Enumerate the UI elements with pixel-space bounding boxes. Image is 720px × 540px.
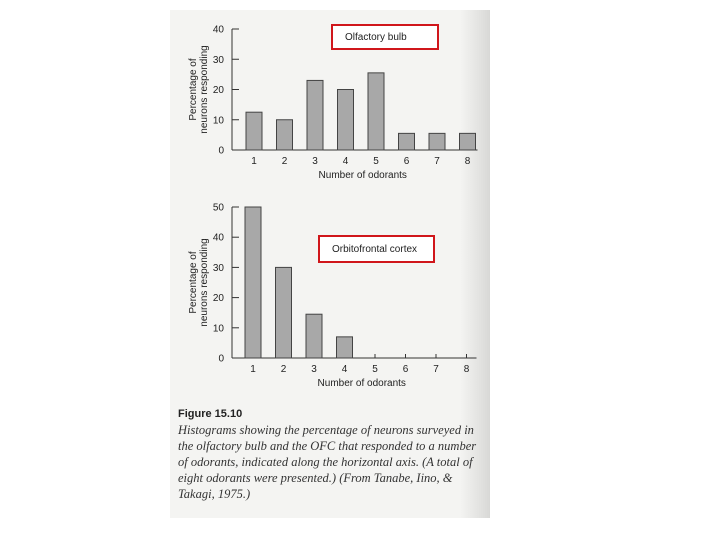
x-axis-label: Number of odorants [317, 378, 406, 389]
y-tick-label: 0 [218, 145, 224, 157]
chart-title-orbitofrontal-cortex: Orbitofrontal cortex [318, 235, 435, 263]
y-axis-label [188, 238, 210, 326]
bar-3 [306, 314, 322, 358]
figure-number: Figure 15.10 [178, 408, 243, 420]
bar-1 [245, 207, 261, 358]
y-tick-label: 20 [212, 293, 224, 305]
y-tick-label: 40 [212, 232, 224, 244]
y-tick-label: 40 [212, 24, 224, 36]
y-axis-label-line: neurons responding [199, 45, 210, 134]
y-axis-label-line: Percentage of [188, 58, 199, 121]
bar-2 [276, 267, 292, 358]
x-tick-label: 6 [402, 364, 409, 375]
x-tick-label: 7 [433, 364, 439, 375]
x-axis-label: Number of odorants [318, 170, 407, 181]
y-axis-label-line: neurons responding [199, 238, 210, 327]
figure-caption [178, 408, 478, 502]
x-tick-label: 1 [250, 364, 256, 375]
x-tick-label: 5 [373, 156, 379, 167]
x-tick-label: 7 [434, 156, 440, 167]
y-tick-label: 10 [212, 115, 224, 127]
x-tick-label: 6 [403, 156, 410, 167]
y-axis-label-line: Percentage of [188, 251, 199, 314]
x-tick-label: 4 [341, 364, 348, 375]
y-tick-label: 10 [212, 323, 224, 335]
x-tick-label: 4 [342, 156, 349, 167]
x-tick-label: 2 [281, 156, 288, 167]
x-tick-label: 8 [463, 364, 470, 375]
y-tick-label: 30 [212, 54, 224, 66]
x-tick-label: 3 [311, 364, 317, 375]
y-tick-label: 0 [218, 353, 224, 365]
x-tick-label: 8 [464, 156, 471, 167]
y-tick-label: 20 [212, 85, 224, 96]
y-tick-label: 50 [212, 202, 224, 214]
x-tick-label: 3 [312, 156, 318, 167]
x-tick-label: 5 [372, 364, 378, 375]
chart-title-olfactory-bulb: Olfactory bulb [331, 24, 439, 50]
y-tick-label: 30 [212, 262, 224, 274]
x-tick-label: 2 [280, 364, 287, 375]
x-tick-label: 1 [251, 156, 257, 167]
figure-caption-text: Histograms showing the percentage of neurons surveyed in the olfactory bulb and the OFC that responded to a number of odorants, indicated along the horizontal axis. (A total of eight odorants were presented.) (From Tanabe, Iino, & Takagi, 1975.) [178, 423, 477, 501]
bar-4 [337, 337, 353, 358]
